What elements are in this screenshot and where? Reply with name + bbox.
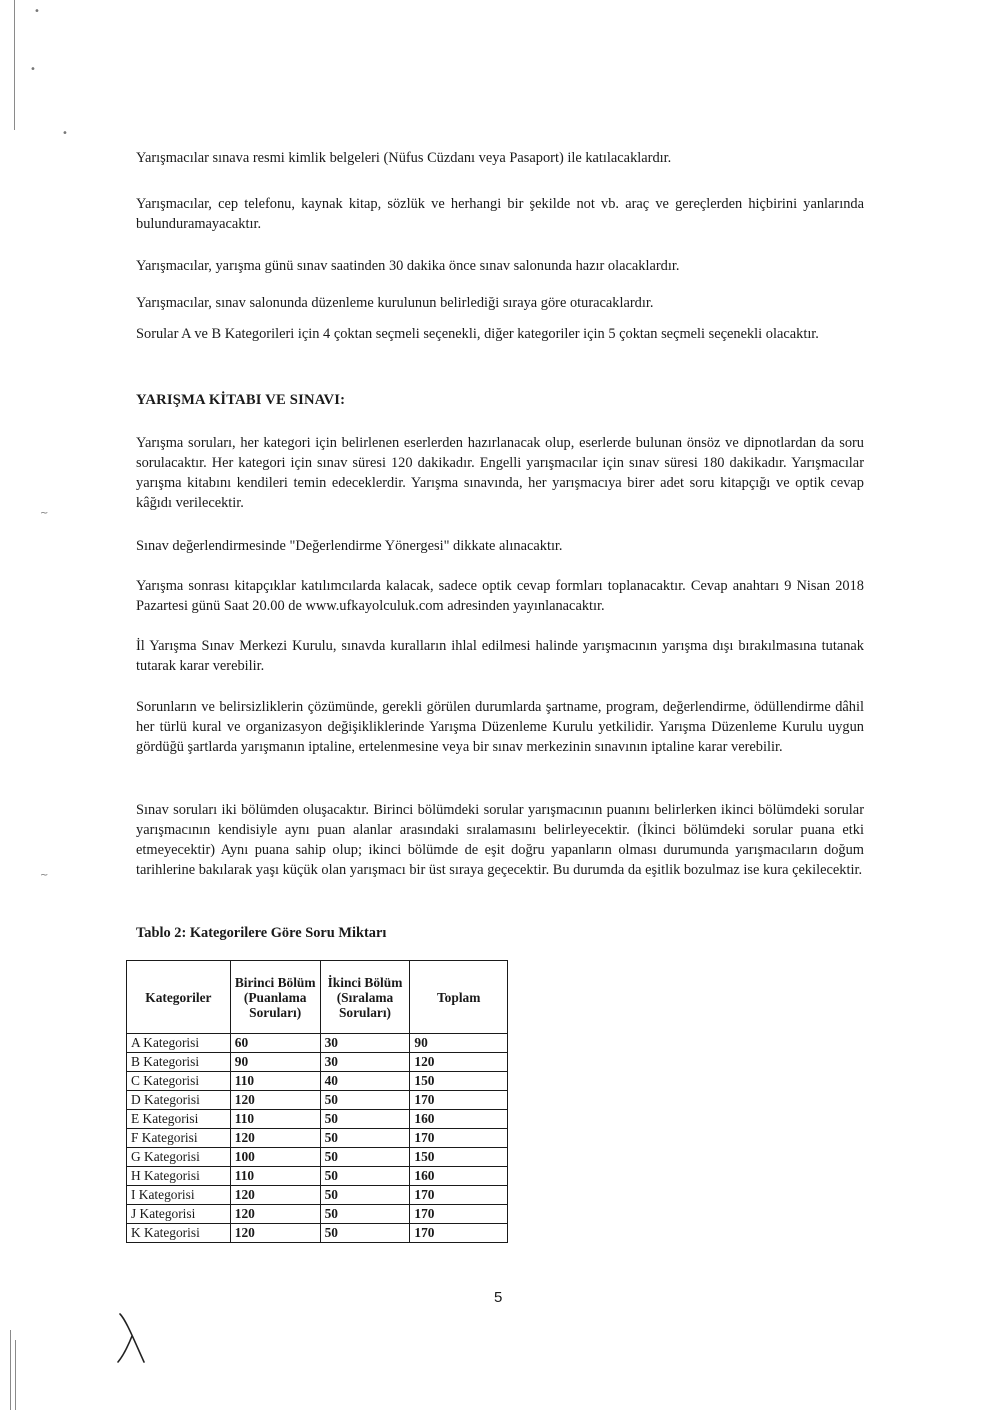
table-row bbox=[127, 1110, 508, 1129]
category-cell: F Kategorisi bbox=[127, 1129, 231, 1148]
second-section-cell: 50 bbox=[320, 1167, 410, 1186]
category-cell: J Kategorisi bbox=[127, 1205, 231, 1224]
total-cell: 90 bbox=[410, 1034, 508, 1053]
scan-margin-line bbox=[15, 1340, 16, 1410]
total-cell: 160 bbox=[410, 1110, 508, 1129]
table-caption: Tablo 2: Kategorilere Göre Soru Miktarı bbox=[136, 925, 387, 941]
section-heading: YARIŞMA KİTABI VE SINAVI: bbox=[136, 392, 346, 408]
table-row bbox=[127, 1148, 508, 1167]
paragraph-organizing-committee: Sorunların ve belirsizliklerin çözümünde, gerekli görülen durumlarda şartname, program, değerlendirme, ödüllendirme dâhil her türlü kural ve organizasyon değişikliklerinde Yarışma Düzenleme Kurulu yetkilidir. Yarışma Düzenleme Kurulu uygun gördüğü şartlarda yarışmanın iptaline, ertelenmesine veya bir sınav merkezinin sınavının iptaline karar verebilir. bbox=[136, 699, 864, 755]
paragraph-competition-questions: Yarışma soruları, her kategori için belirlenen eserlerden hazırlanacak olup, eserlerde bulunan önsöz ve dipnotlardan da soru sorulacaktır. Her kategori için sınav süresi 120 dakikadır. Engelli yarışmacılar için sınav süresi 180 dakikadır. Yarışmacılar yarışma kitabını kendileri temin edeceklerdir. Yarışma sınavında, her yarışmacıya birer adet soru kitapçığı ve optik cevap kâğıdı verilecektir. bbox=[136, 435, 864, 511]
first-section-cell: 110 bbox=[230, 1110, 320, 1129]
table-row bbox=[127, 1186, 508, 1205]
second-section-cell: 30 bbox=[320, 1053, 410, 1072]
first-section-cell: 120 bbox=[230, 1091, 320, 1110]
second-section-cell: 50 bbox=[320, 1224, 410, 1243]
paragraph-evaluation-guideline: Sınav değerlendirmesinde "Değerlendirme Yönergesi" dikkate alınacaktır. bbox=[136, 538, 563, 554]
second-section-cell: 30 bbox=[320, 1034, 410, 1053]
paragraph-prohibited-items: Yarışmacılar, cep telefonu, kaynak kitap, sözlük ve herhangi bir şekilde not vb. araç ve gereçlerden hiçbirini yanlarında bulunduramayacaktır. bbox=[136, 196, 864, 232]
category-cell: A Kategorisi bbox=[127, 1034, 231, 1053]
category-cell: I Kategorisi bbox=[127, 1186, 231, 1205]
table-row bbox=[127, 1034, 508, 1053]
total-cell: 150 bbox=[410, 1148, 508, 1167]
table-row bbox=[127, 1072, 508, 1091]
first-section-cell: 120 bbox=[230, 1186, 320, 1205]
total-cell: 170 bbox=[410, 1205, 508, 1224]
page-number: 5 bbox=[494, 1289, 503, 1306]
total-cell: 120 bbox=[410, 1053, 508, 1072]
scan-speck: • bbox=[30, 64, 36, 75]
category-cell: B Kategorisi bbox=[127, 1053, 231, 1072]
scan-speck: ~ bbox=[40, 870, 49, 881]
total-cell: 170 bbox=[410, 1091, 508, 1110]
category-cell: D Kategorisi bbox=[127, 1091, 231, 1110]
header-total: Toplam bbox=[410, 961, 508, 1034]
category-cell: C Kategorisi bbox=[127, 1072, 231, 1091]
header-categories: Kategoriler bbox=[127, 961, 231, 1034]
second-section-cell: 50 bbox=[320, 1110, 410, 1129]
category-cell: E Kategorisi bbox=[127, 1110, 231, 1129]
category-cell: H Kategorisi bbox=[127, 1167, 231, 1186]
second-section-cell: 50 bbox=[320, 1205, 410, 1224]
paragraph-arrival-time: Yarışmacılar, yarışma günü sınav saatinden 30 dakika önce sınav salonunda hazır olacaklardır. bbox=[136, 258, 680, 274]
scan-speck: • bbox=[34, 6, 40, 17]
paragraph-seating: Yarışmacılar, sınav salonunda düzenleme kurulunun belirlediği sıraya göre oturacaklardır. bbox=[136, 295, 654, 311]
category-cell: G Kategorisi bbox=[127, 1148, 231, 1167]
table-row bbox=[127, 1167, 508, 1186]
total-cell: 170 bbox=[410, 1186, 508, 1205]
table-row bbox=[127, 1205, 508, 1224]
second-section-cell: 50 bbox=[320, 1186, 410, 1205]
scan-speck: ~ bbox=[40, 508, 49, 519]
second-section-cell: 50 bbox=[320, 1091, 410, 1110]
question-count-table bbox=[126, 960, 508, 1243]
scan-margin-line bbox=[14, 0, 15, 130]
first-section-cell: 110 bbox=[230, 1167, 320, 1186]
first-section-cell: 100 bbox=[230, 1148, 320, 1167]
table-row bbox=[127, 1091, 508, 1110]
second-section-cell: 50 bbox=[320, 1129, 410, 1148]
first-section-cell: 120 bbox=[230, 1205, 320, 1224]
total-cell: 170 bbox=[410, 1129, 508, 1148]
first-section-cell: 110 bbox=[230, 1072, 320, 1091]
total-cell: 170 bbox=[410, 1224, 508, 1243]
scan-speck: • bbox=[62, 128, 68, 139]
paragraph-exam-sections: Sınav soruları iki bölümden oluşacaktır. Birinci bölümdeki sorular yarışmacının puanını belirlerken ikinci bölümdeki sorular yarışmacının kendisiyle aynı puan alanlar arasındaki sıralamasını belirleyecektir. (İkinci bölümdeki sorular puana etki etmeyecektir) Aynı puana sahip olup; ikinci bölümde de eşit doğru yapanların olması durumunda yarışmacıların doğum tarihlerine bakılarak yaşı küçük olan yarışmacı bir üst sıraya geçecektir. Bu durumda da eşitlik bozulmaz ise kura çekilecektir. bbox=[136, 802, 864, 878]
first-section-cell: 60 bbox=[230, 1034, 320, 1053]
total-cell: 150 bbox=[410, 1072, 508, 1091]
scan-margin-line bbox=[10, 1330, 11, 1410]
second-section-cell: 50 bbox=[320, 1148, 410, 1167]
header-first-section: Birinci Bölüm (Puanlama Soruları) bbox=[230, 961, 320, 1034]
second-section-cell: 40 bbox=[320, 1072, 410, 1091]
table-row bbox=[127, 1129, 508, 1148]
paragraph-question-format: Sorular A ve B Kategorileri için 4 çoktan seçmeli seçenekli, diğer kategoriler için 5 çoktan seçmeli seçenekli olacaktır. bbox=[136, 326, 819, 342]
table-row bbox=[127, 1053, 508, 1072]
total-cell: 160 bbox=[410, 1167, 508, 1186]
first-section-cell: 120 bbox=[230, 1129, 320, 1148]
table-row bbox=[127, 1224, 508, 1243]
header-second-section: İkinci Bölüm (Sıralama Soruları) bbox=[320, 961, 410, 1034]
category-cell: K Kategorisi bbox=[127, 1224, 231, 1243]
first-section-cell: 90 bbox=[230, 1053, 320, 1072]
first-section-cell: 120 bbox=[230, 1224, 320, 1243]
paragraph-disqualification: İl Yarışma Sınav Merkezi Kurulu, sınavda kuralların ihlal edilmesi halinde yarışmacının yarışma dışı bırakılmasına tutanak tutarak karar verebilir. bbox=[136, 638, 864, 674]
paragraph-identity-documents: Yarışmacılar sınava resmi kimlik belgeleri (Nüfus Cüzdanı veya Pasaport) ile katılacaklardır. bbox=[136, 150, 672, 166]
paragraph-answer-key: Yarışma sonrası kitapçıklar katılımcılarda kalacak, sadece optik cevap formları toplanacaktır. Cevap anahtarı 9 Nisan 2018 Pazartesi günü Saat 20.00 de www.ufkayolculuk.com adresinden yayınlanacaktır. bbox=[136, 578, 864, 614]
initial-signature bbox=[114, 1310, 150, 1366]
table-header-row bbox=[127, 961, 508, 1034]
